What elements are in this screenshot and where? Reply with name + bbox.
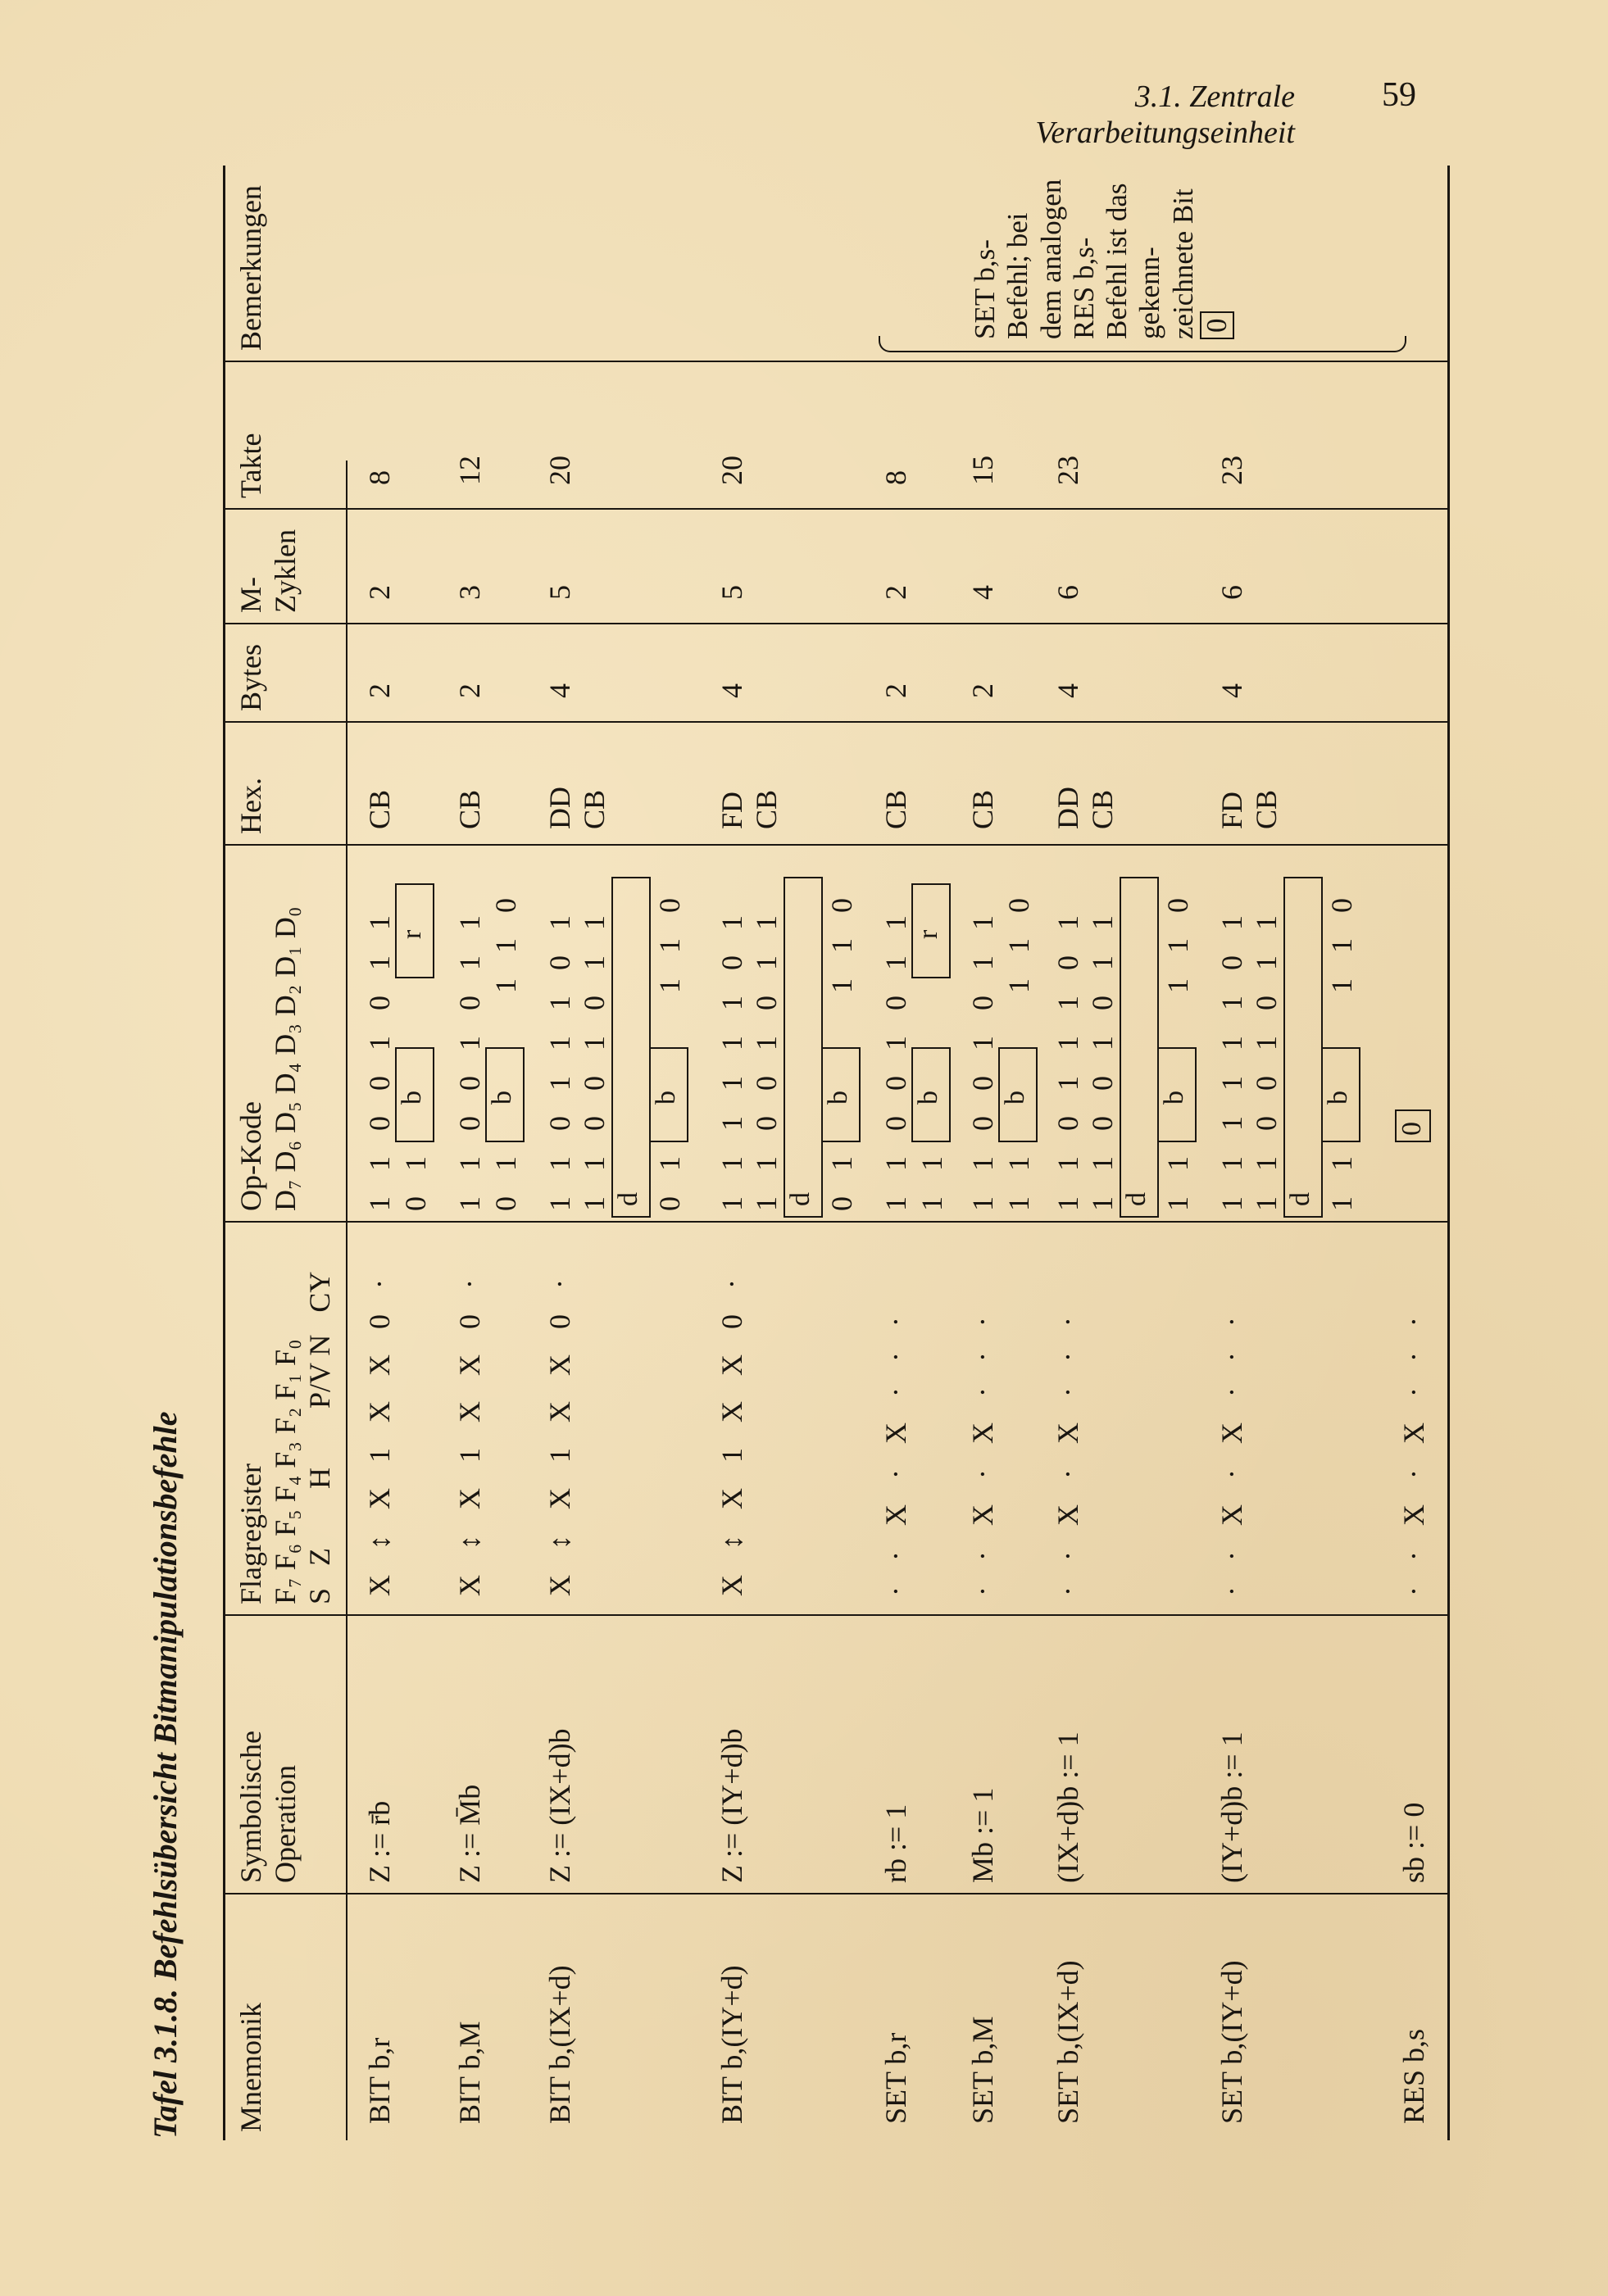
header-rule	[346, 461, 347, 2140]
row-operation: Z := M̄b	[453, 1784, 486, 1883]
opcode-field-d	[1120, 877, 1159, 1218]
row-mnemonik: SET b,(IY+d)	[1215, 1960, 1248, 2124]
opcode-field-r-label: r	[397, 929, 427, 939]
opcode-field-zero-label: 0	[1397, 1122, 1427, 1136]
col-sep-4	[223, 844, 1450, 846]
opcode-field-b-label: b	[651, 1091, 681, 1105]
opcode-field-b-label: b	[487, 1091, 517, 1105]
row-takte: 12	[453, 456, 486, 485]
opcode-field-d-label: d	[785, 1192, 815, 1206]
bottom-rule	[1447, 166, 1450, 2140]
row-opcode-3: 0 1	[825, 1156, 858, 1211]
instruction-table	[223, 166, 1450, 2140]
row-opcode-3-tail: 1 1 0	[1161, 898, 1194, 993]
remark-line: SET b,s-	[969, 239, 1001, 339]
row-opcode-3: 1 1	[1161, 1156, 1194, 1211]
row-opcode-1: 1 1 0 0 1 0 1 1	[363, 915, 396, 1211]
row-flags: X ↕ X 1 X X 0 ·	[715, 1279, 748, 1596]
row-bytes: 2	[453, 683, 486, 698]
row-takte: 20	[543, 456, 576, 485]
row-hex-1: FD	[715, 791, 748, 829]
opcode-field-d	[611, 877, 651, 1218]
row-takte: 8	[879, 470, 912, 485]
table-caption: Tafel 3.1.8. Befehlsübersicht Bitmanipulationsbefehle	[147, 1411, 184, 2139]
col-sep-3	[223, 1221, 1450, 1223]
header-takte: Takte	[234, 433, 267, 498]
row-flags: · · X · X · · ·	[966, 1317, 999, 1596]
row-hex-1: CB	[879, 789, 912, 829]
row-mnemonik: BIT b,(IX+d)	[543, 1965, 576, 2124]
col-sep-6	[223, 623, 1450, 624]
row-takte: 15	[966, 456, 999, 485]
row-operation: sb := 0	[1397, 1802, 1430, 1883]
row-flags: X ↕ X 1 X X 0 ·	[363, 1279, 396, 1596]
row-operation: (IX+d)b := 1	[1052, 1731, 1084, 1883]
remark-line: dem analogen	[1034, 179, 1067, 339]
row-operation: (IY+d)b := 1	[1215, 1731, 1248, 1883]
row-opcode-3: 0 1	[653, 1156, 686, 1211]
col-sep-7	[223, 508, 1450, 510]
row-bytes: 2	[879, 683, 912, 698]
row-opcode-1: 1 1 1 1 1 1 0 1	[715, 915, 748, 1211]
row-hex-1: DD	[543, 787, 576, 829]
row-bytes: 4	[1052, 683, 1084, 698]
remark-line: Befehl ist das	[1101, 183, 1133, 339]
row-opcode-2-tail: 1 1 0	[489, 898, 522, 993]
opcode-field-b-label: b	[1000, 1091, 1030, 1105]
row-mnemonik: BIT b,(IY+d)	[715, 1965, 748, 2124]
row-flags: · · X · X · · ·	[879, 1317, 912, 1596]
row-opcode-2: 1 1 0 0 1 0 1 1	[578, 915, 611, 1211]
opcode-field-b-label: b	[1323, 1091, 1353, 1105]
col-sep-1	[223, 1893, 1450, 1894]
header-flag-bits: F₇ F₆ F₅ F₄ F₃ F₂ F₁ F₀	[269, 1339, 302, 1604]
remark-line: zeichnete Bit	[1166, 188, 1199, 339]
opcode-field-b-label: b	[913, 1091, 943, 1105]
header-bemerkungen: Bemerkungen	[234, 185, 267, 351]
remark-line: gekenn-	[1133, 247, 1166, 339]
row-operation: Mb := 1	[966, 1787, 999, 1883]
row-flags: X ↕ X 1 X X 0 ·	[453, 1279, 486, 1596]
row-bytes: 4	[715, 683, 748, 698]
row-mzyklen: 5	[543, 585, 576, 600]
row-mnemonik: SET b,M	[966, 2016, 999, 2124]
row-opcode-1: 1 1 0 0 1 0 1 1	[966, 915, 999, 1211]
row-mzyklen: 3	[453, 585, 486, 600]
row-mzyklen: 6	[1215, 585, 1248, 600]
row-opcode-3-tail: 1 1 0	[1325, 898, 1358, 993]
header-symbolische: Symbolische	[234, 1731, 267, 1883]
row-hex-1: DD	[1052, 787, 1084, 829]
row-hex-2: CB	[1086, 789, 1119, 829]
row-takte: 23	[1052, 456, 1084, 485]
opcode-field-d-label: d	[613, 1192, 643, 1206]
row-operation: rb := 1	[879, 1804, 912, 1883]
row-mzyklen: 4	[966, 585, 999, 600]
row-bytes: 4	[1215, 683, 1248, 698]
header-flag-names: S Z H P/V N CY	[303, 1271, 336, 1604]
row-opcode-2: 1 1 0 0 1 0 1 1	[1250, 915, 1283, 1211]
row-flags: · · X · X · · ·	[1397, 1317, 1430, 1596]
header-mzyklen-2: Zyklen	[269, 529, 302, 613]
page-number: 59	[1382, 76, 1416, 114]
row-hex-1: CB	[363, 789, 396, 829]
opcode-field-r-label: r	[913, 929, 943, 939]
row-opcode-2-tail: 1 1 0	[1002, 898, 1035, 993]
opcode-field-d	[784, 877, 823, 1218]
row-bytes: 4	[543, 683, 576, 698]
opcode-field-b-label: b	[1159, 1091, 1189, 1105]
row-hex-2: CB	[1250, 789, 1283, 829]
header-operation: Operation	[269, 1765, 302, 1883]
row-opcode-2: 1 1 0 0 1 0 1 1	[1086, 915, 1119, 1211]
row-opcode-3: 1 1	[1325, 1156, 1358, 1211]
opcode-field-d-label: d	[1121, 1192, 1151, 1206]
opcode-field-b-label: b	[823, 1091, 853, 1105]
row-hex-2: CB	[578, 789, 611, 829]
row-mnemonik: RES b,s	[1397, 2028, 1430, 2124]
row-mnemonik: SET b,(IX+d)	[1052, 1960, 1084, 2124]
opcode-field-d	[1283, 877, 1323, 1218]
row-hex-2: CB	[750, 789, 783, 829]
row-flags: · · X · X · · ·	[1215, 1317, 1248, 1596]
header-hex: Hex.	[234, 778, 267, 834]
row-mzyklen: 2	[363, 585, 396, 600]
running-head: 3.1. Zentrale Verarbeitungseinheit	[1035, 79, 1295, 150]
row-takte: 23	[1215, 456, 1248, 485]
row-operation: Z := (IY+d)b	[715, 1728, 748, 1883]
row-takte: 8	[363, 470, 396, 485]
col-sep-5	[223, 721, 1450, 723]
remark-line: Befehl; bei	[1002, 212, 1034, 339]
row-bytes: 2	[363, 683, 396, 698]
top-rule	[223, 166, 225, 2140]
header-bytes: Bytes	[234, 643, 267, 711]
row-opcode-1: 1 1 0 0 1 0 1 1	[879, 915, 912, 1211]
row-opcode-3-tail: 1 1 0	[825, 898, 858, 993]
header-opkode-bits: D₇ D₆ D₅ D₄ D₃ D₂ D₁ D₀	[269, 906, 302, 1211]
row-mnemonik: SET b,r	[879, 2032, 912, 2124]
col-sep-8	[223, 361, 1450, 362]
row-opcode-1: 1 1 0 0 1 0 1 1	[453, 915, 486, 1211]
row-mnemonik: BIT b,r	[363, 2037, 396, 2124]
row-mnemonik: BIT b,M	[453, 2021, 486, 2124]
row-hex-1: CB	[453, 789, 486, 829]
row-hex-1: CB	[966, 789, 999, 829]
row-flags: · · X · X · · ·	[1052, 1317, 1084, 1596]
header-flagregister: Flagregister	[234, 1463, 267, 1604]
row-opcode-2: 0 1	[399, 1156, 432, 1211]
remark-line: RES b,s-	[1067, 237, 1100, 339]
row-opcode-2: 1 1	[1002, 1156, 1035, 1211]
row-opcode-1: 1 1 1 1 1 1 0 1	[1215, 915, 1248, 1211]
col-sep-2	[223, 1614, 1450, 1616]
row-opcode-1: 1 1 0 1 1 1 0 1	[543, 915, 576, 1211]
header-opkode: Op-Kode	[234, 1101, 267, 1211]
opcode-field-d-label: d	[1285, 1192, 1315, 1206]
opcode-field-b-label: b	[397, 1091, 427, 1105]
row-opcode-1: 1 1 0 1 1 1 0 1	[1052, 915, 1084, 1211]
row-opcode-2: 1 1	[915, 1156, 948, 1211]
row-operation: Z := (IX+d)b	[543, 1728, 576, 1883]
row-takte: 20	[715, 456, 748, 485]
row-flags: X ↕ X 1 X X 0 ·	[543, 1279, 576, 1596]
row-opcode-2: 0 1	[489, 1156, 522, 1211]
row-mzyklen: 6	[1052, 585, 1084, 600]
remark-bit-box: 0	[1200, 312, 1235, 340]
row-operation: Z := r̄b	[363, 1800, 396, 1883]
row-bytes: 2	[966, 683, 999, 698]
header-mnemonik: Mnemonik	[234, 2003, 267, 2132]
row-opcode-3-tail: 1 1 0	[653, 898, 686, 993]
row-hex-1: FD	[1215, 791, 1248, 829]
row-mzyklen: 5	[715, 585, 748, 600]
row-opcode-2: 1 1 0 0 1 0 1 1	[750, 915, 783, 1211]
header-mzyklen-1: M-	[234, 577, 267, 613]
remark-text	[969, 167, 1234, 339]
row-mzyklen: 2	[879, 585, 912, 600]
